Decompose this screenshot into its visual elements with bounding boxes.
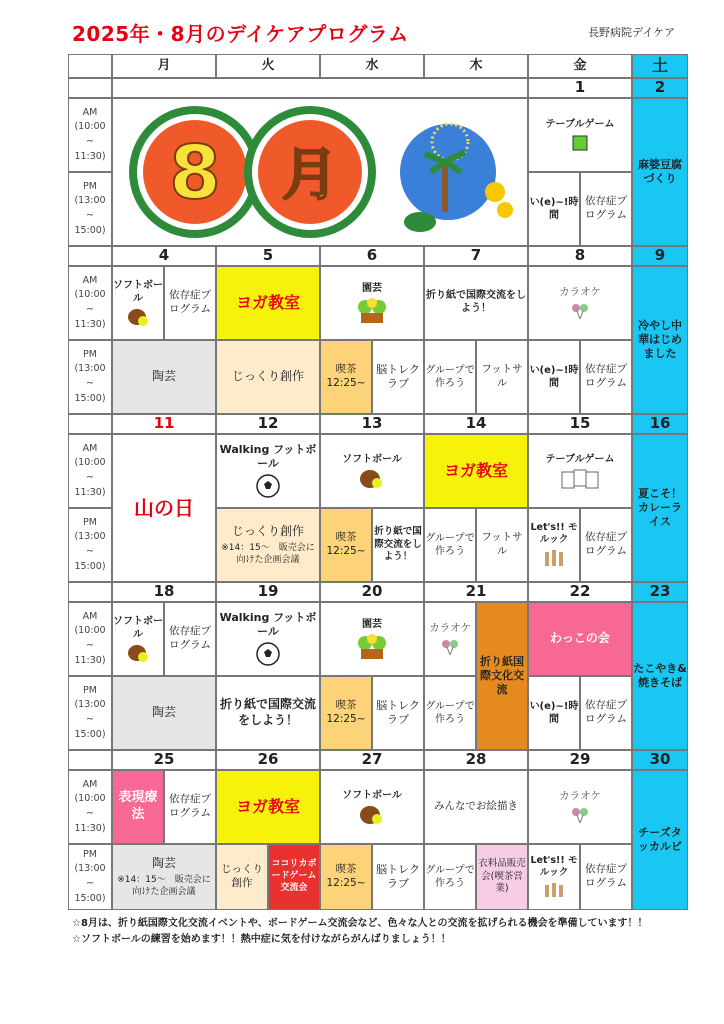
date-14: 14 [424,414,528,434]
date-spacer [68,246,112,266]
date-23: 23 [632,582,688,602]
w2-fri-pm-b: 依存症プログラム [580,340,632,414]
date-spacer [68,750,112,770]
w5-sat: チーズタッカルビ [632,770,688,910]
w5-fri-am: カラオケ [528,770,632,844]
w5-wed-pm-a: 喫茶 12:25~ [320,844,372,910]
softball-glove-icon [359,804,385,826]
w2-mon-am-b: 依存症プログラム [164,266,216,340]
date-26: 26 [216,750,320,770]
pm-label: PM (13:00 ~ 15:00) [68,844,112,910]
w2-fri-am: カラオケ [528,266,632,340]
w3-wed-pm-a: 喫茶 12:25~ [320,508,372,582]
date-30: 30 [632,750,688,770]
w2-wed-am: 園芸 [320,266,424,340]
w5-mon-pm: 陶芸 ※14：15～ 販売会に向けた企画会議 [112,844,216,910]
w5-tue-pm-a: じっくり創作 [216,844,268,910]
w3-fri-pm-b: 依存症プログラム [580,508,632,582]
date-16: 16 [632,414,688,434]
w3-wed-pm-b: 折り紙で国際交流をしよう！ [372,508,424,582]
w2-thu-am: 折り紙で国際交流をしよう！ [424,266,528,340]
softball-glove-icon [359,468,385,490]
weekday-sat: 土 [632,54,688,78]
weekday-thu: 木 [424,54,528,78]
w2-wed-pm-b: 脳トレクラブ [372,340,424,414]
date-13: 13 [320,414,424,434]
date-8: 8 [528,246,632,266]
w1-sat: 麻婆豆腐づくり [632,98,688,246]
w4-fri-am: わっこの会 [528,602,632,676]
w4-mon-am-b: 依存症プログラム [164,602,216,676]
pm-label: PM (13:00 ~ 15:00) [68,172,112,246]
maracas-icon [570,806,590,824]
pm-label: PM (13:00 ~ 15:00) [68,676,112,750]
softball-glove-icon [127,643,149,663]
date-spacer [68,78,112,98]
date-4: 4 [112,246,216,266]
am-label: AM (10:00 ~ 11:30) [68,602,112,676]
w5-wed-am: ソフトボール [320,770,424,844]
date-1: 1 [528,78,632,98]
date-19: 19 [216,582,320,602]
w4-wed-am: 園芸 [320,602,424,676]
date-7: 7 [424,246,528,266]
date-20: 20 [320,582,424,602]
w4-fri-pm-a: い(e)~!時間 [528,676,580,750]
w4-mon-pm: 陶芸 [112,676,216,750]
weekday-fri: 金 [528,54,632,78]
w3-fri-am: テーブルゲーム [528,434,632,508]
date-6: 6 [320,246,424,266]
w3-tue-am: Walking フットボール [216,434,320,508]
w4-wed-pm-b: 脳トレクラブ [372,676,424,750]
w4-thu-b: 折り紙国際文化交流 [476,602,528,750]
maracas-icon [570,302,590,320]
w1-fri-am: テーブルゲーム [528,98,632,172]
w1-fri-pm-a: い(e)~!時間 [528,172,580,246]
w5-fri-pm-a: Let's!! モルック [528,844,580,910]
w2-mon-pm: 陶芸 [112,340,216,414]
w2-thu-pm-a: グループで作ろう [424,340,476,414]
w5-mon-am-a: 表現療法 [112,770,164,844]
date-28: 28 [424,750,528,770]
w4-fri-pm-b: 依存症プログラム [580,676,632,750]
date-11: 11 [112,414,216,434]
w5-thu-am: みんなでお絵描き [424,770,528,844]
board-game-icon [570,133,590,153]
date-empty [112,78,528,98]
w4-tue-am: Walking フットボール [216,602,320,676]
svg-text:月: 月 [282,143,338,208]
date-15: 15 [528,414,632,434]
date-18: 18 [112,582,216,602]
molkky-pins-icon [542,881,566,899]
am-label: AM (10:00 ~ 11:30) [68,266,112,340]
maracas-icon [440,638,460,656]
softball-glove-icon [127,307,149,327]
molkky-pins-icon [542,548,566,568]
w5-wed-pm-b: 脳トレクラブ [372,844,424,910]
date-2: 2 [632,78,688,98]
w5-thu-pm-b: 衣料品販売会(喫茶営業) [476,844,528,910]
w3-thu-pm-b: フットサル [476,508,528,582]
soccer-ball-icon [255,473,281,499]
date-9: 9 [632,246,688,266]
w3-fri-pm-a: Let's!! モルック [528,508,580,582]
w2-sat: 冷やし中華はじめました [632,266,688,414]
w4-tue-pm: 折り紙で国際交流をしよう！ [216,676,320,750]
w3-sat: 夏こそ！カレーライス [632,434,688,582]
weekday-mon: 月 [112,54,216,78]
w4-sat: たこやき&焼きそば [632,602,688,750]
am-label: AM (10:00 ~ 11:30) [68,98,112,172]
organization-name: 長野病院デイケア [588,26,676,39]
w2-wed-pm-a: 喫茶 12:25~ [320,340,372,414]
plant-pot-icon [355,633,389,661]
w5-thu-pm-a: グループで作ろう [424,844,476,910]
w4-wed-pm-a: 喫茶 12:25~ [320,676,372,750]
pm-label: PM (13:00 ~ 15:00) [68,508,112,582]
w2-tue-pm: じっくり創作 [216,340,320,414]
w3-tue-pm: じっくり創作 ※14：15～ 販売会に向けた企画会議 [216,508,320,582]
w2-tue-am: ヨガ教室 [216,266,320,340]
w5-mon-am-b: 依存症プログラム [164,770,216,844]
corner-cell [68,54,112,78]
w4-mon-am-a: ソフトボール [112,602,164,676]
date-spacer [68,582,112,602]
weekday-tue: 火 [216,54,320,78]
w5-tue-pm-b: ココリカボードゲーム交流会 [268,844,320,910]
date-12: 12 [216,414,320,434]
month-banner [112,98,528,246]
note-1: ☆8月は、折り紙国際文化交流イベントや、ボードゲーム交流会など、色々な人との交流を拡げられる機会を準備しています！！ [72,918,648,929]
date-27: 27 [320,750,424,770]
weekday-wed: 水 [320,54,424,78]
pm-label: PM (13:00 ~ 15:00) [68,340,112,414]
w4-thu-pm-a: グループで作ろう [424,676,476,750]
w5-tue-am: ヨガ教室 [216,770,320,844]
w2-mon-am-a: ソフトボール [112,266,164,340]
date-21: 21 [424,582,528,602]
am-label: AM (10:00 ~ 11:30) [68,770,112,844]
note-2: ☆ソフトボールの練習を始めます！！熱中症に気を付けながらがんばりましょう！！ [72,934,451,945]
date-25: 25 [112,750,216,770]
w5-fri-pm-b: 依存症プログラム [580,844,632,910]
w4-thu-am-a: カラオケ [424,602,476,676]
footer-notes [72,916,687,948]
w2-fri-pm-a: い(e)~!時間 [528,340,580,414]
watermelon-month-illustration [120,102,520,242]
playing-cards-icon [560,468,600,490]
date-spacer [68,414,112,434]
soccer-ball-icon [255,641,281,667]
date-29: 29 [528,750,632,770]
date-22: 22 [528,582,632,602]
w3-thu-am: ヨガ教室 [424,434,528,508]
w3-thu-pm-a: グループで作ろう [424,508,476,582]
am-label: AM (10:00 ~ 11:30) [68,434,112,508]
w3-wed-am: ソフトボール [320,434,424,508]
plant-pot-icon [355,297,389,325]
w1-fri-pm-b: 依存症プログラム [580,172,632,246]
svg-text:8: 8 [169,130,221,216]
date-5: 5 [216,246,320,266]
w2-thu-pm-b: フットサル [476,340,528,414]
calendar-grid [68,54,688,910]
page-title: 2025年・8月のデイケアプログラム [72,22,409,46]
w3-mon-holiday: 山の日 [112,434,216,582]
